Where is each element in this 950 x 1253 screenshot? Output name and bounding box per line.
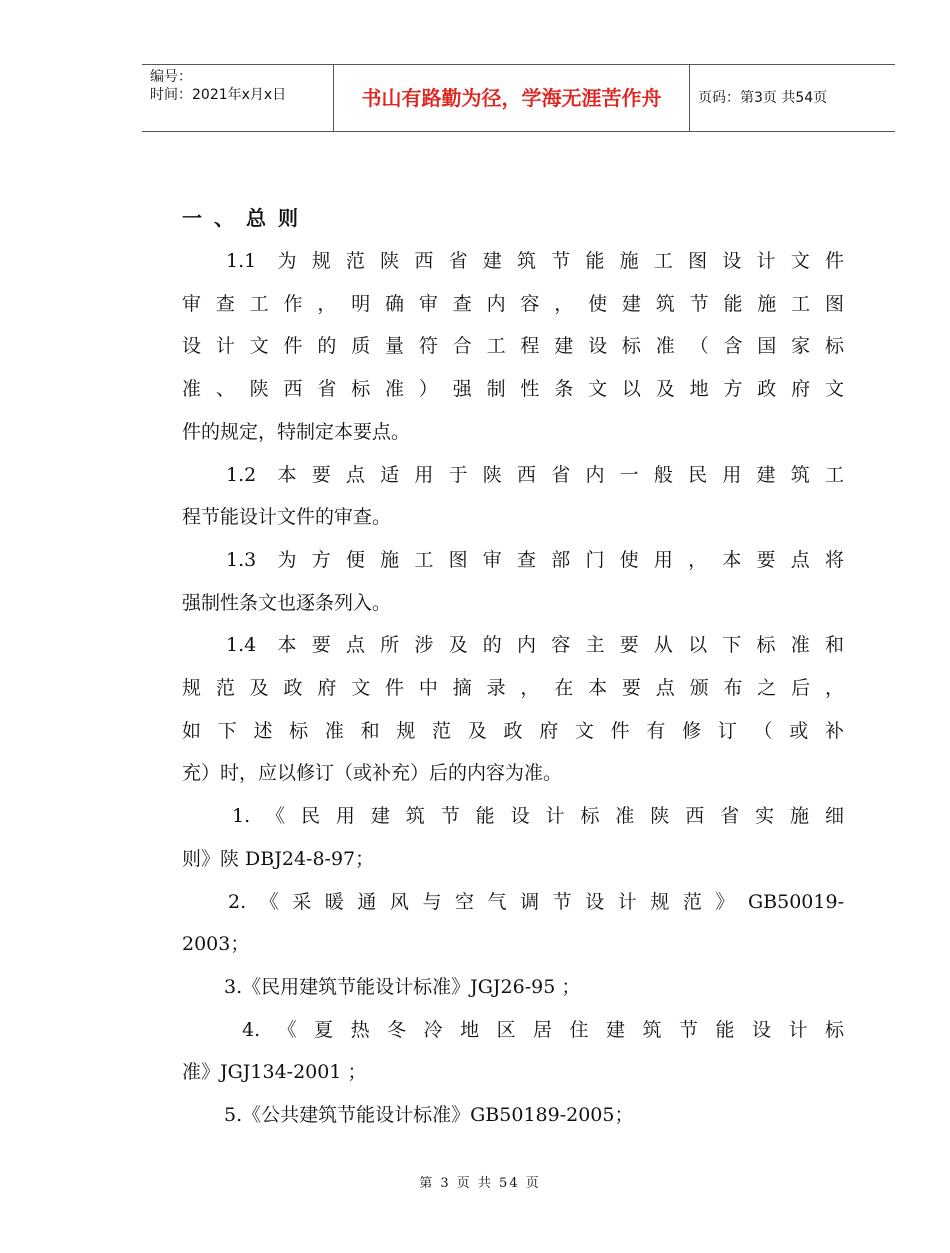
header-page-number: 页码：第3页 共54页: [698, 90, 828, 106]
document-body: [182, 196, 844, 1137]
text-line: 2.《采暖通风与空气调节设计规范》GB50019-: [228, 890, 844, 913]
text-line: 强制性条文也逐条列入。: [182, 591, 392, 614]
text-line: 充）时，应以修订（或补充）后的内容为准。: [182, 762, 563, 785]
section-title: 一、总则: [182, 206, 310, 230]
paragraph-1-1-cont: [182, 283, 844, 454]
text-line: 2003；: [182, 933, 250, 956]
document-number-label: 编号：: [150, 69, 192, 85]
reference-item-1-cont: [182, 838, 844, 881]
text-line: 1.《民用建筑节能设计标准陕西省实施细: [232, 805, 844, 828]
text-line: 如下述标准和规范及政府文件有修订（或补: [182, 719, 844, 742]
text-line: 4.《夏热冬冷地区居住建筑节能设计标: [242, 1018, 844, 1041]
text-line: 设计文件的质量符合工程建设标准（含国家标: [182, 335, 844, 358]
page-header: [142, 64, 895, 132]
text-line: 准》JGJ134-2001 ；: [182, 1061, 367, 1084]
text-line: 1.1 为规范陕西省建筑节能施工图设计文件: [226, 250, 844, 272]
text-line: 1.4 本要点所涉及的内容主要从以下标准和: [226, 634, 844, 657]
paragraph-1-4: [182, 624, 844, 667]
paragraph-1-3: [182, 539, 844, 582]
text-line: 件的规定，特制定本要点。: [182, 420, 411, 443]
reference-item-3: [182, 966, 844, 1009]
text-line: 审查工作，明确审查内容，使建筑节能施工图: [182, 292, 844, 315]
text-line: 规范及政府文件中摘录，在本要点颁布之后，: [182, 677, 844, 700]
reference-item-1: [182, 795, 844, 838]
reference-item-4-cont: [182, 1051, 844, 1094]
text-line: 则》陕 DBJ24-8-97；: [182, 847, 375, 870]
paragraph-1-2: [182, 454, 844, 497]
paragraph-1-3-cont: [182, 582, 844, 625]
document-time-label: 时间：2021年x月x日: [150, 87, 287, 103]
text-line: 3.《民用建筑节能设计标准》JGJ26-95 ；: [224, 975, 581, 998]
page-footer: 第 3 页 共 54 页: [419, 1176, 541, 1191]
paragraph-1-4-cont: [182, 667, 844, 795]
text-line: 程节能设计文件的审查。: [182, 506, 392, 529]
header-meta: [142, 65, 333, 131]
reference-item-4: [182, 1009, 844, 1052]
text-line: 5.《公共建筑节能设计标准》GB50189-2005；: [224, 1104, 634, 1127]
header-motto: 书山有路勤为径，学海无涯苦作舟: [333, 65, 690, 131]
paragraph-1-2-cont: [182, 496, 844, 539]
text-line: 1.3 为方便施工图审查部门使用，本要点将: [226, 548, 844, 571]
reference-item-2: [182, 881, 844, 924]
text-line: 1.2 本要点适用于陕西省内一般民用建筑工: [226, 463, 844, 486]
reference-item-2-cont: [182, 923, 844, 966]
paragraph-1-1: [182, 240, 844, 283]
reference-item-5: [182, 1094, 844, 1137]
text-line: 准、陕西省标准）强制性条文以及地方政府文: [182, 378, 844, 401]
